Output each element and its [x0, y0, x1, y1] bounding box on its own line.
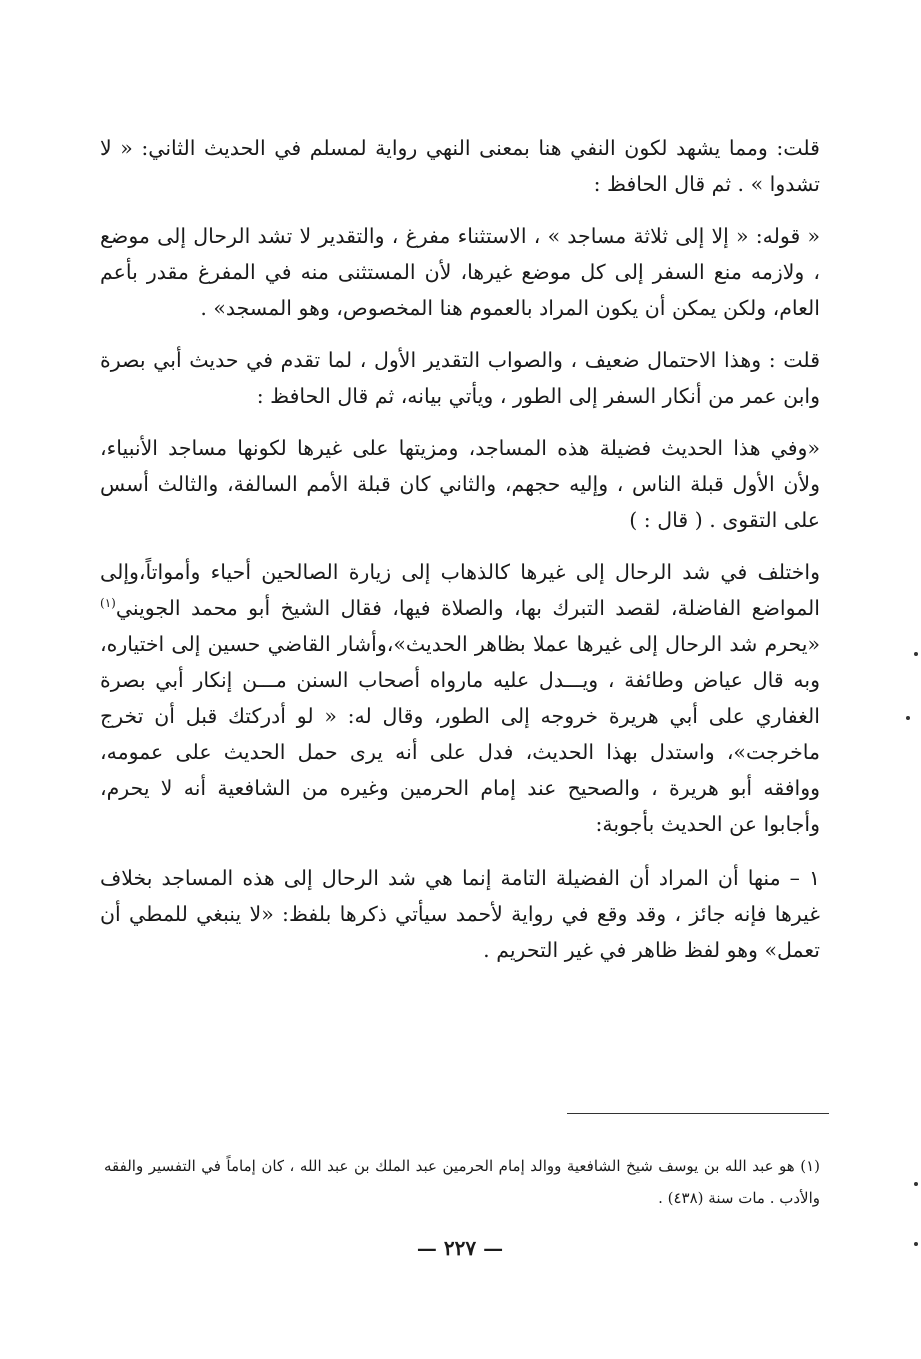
paragraph-5-continuation: «يحرم شد الرحال إلى غيرها عملا بظاهر الحديث»،وأشار القاضي حسين إلى اختياره، وبه قال عياض وطائفة ، ويـــدل عليه مارواه أصحاب السنن مـــن إنكار أبي بصرة الغفاري على أبي هريرة خروجه إلى الطور، وقال له: « لو أدركتك قبل أن تخرج ماخرجت»، واستدل بهذا الحديث، فدل على أنه يرى حمل الحديث على عمومه، ووافقه أبو هريرة ، والصحيح عند إمام الحرمين وغيره من الشافعية أنه لا يحرم، وأجابوا عن الحديث بأجوبة: — [100, 632, 820, 836]
margin-dot — [914, 652, 918, 656]
paragraph-1: قلت: ومما يشهد لكون النفي هنا بمعنى النهي رواية لمسلم في الحديث الثاني: « لا تشدوا » . ثم قال الحافظ : — [100, 136, 820, 196]
paragraph-3: قلت : وهذا الاحتمال ضعيف ، والصواب التقدير الأول ، لما تقدم في حديث أبي بصرة وابن عمر من أنكار السفر إلى الطور ، ويأتي بيانه، ثم قال الحافظ : — [100, 348, 820, 408]
footnote-divider — [567, 1113, 829, 1114]
paragraph-6: ١ – منها أن المراد أن الفضيلة التامة إنما هي شد الرحال إلى هذه المساجد بخلاف غيرها فإنه جائز ، وقد وقع في رواية لأحمد سيأتي ذكرها بلفظ: «لا ينبغي للمطي أن تعمل» وهو لفظ ظاهر في غير التحريم . — [100, 866, 820, 962]
margin-dot — [906, 716, 910, 720]
page-number: — ٢٢٧ — — [416, 1236, 504, 1260]
footnote: (١) هو عبد الله بن يوسف شيخ الشافعية ووالد إمام الحرمين عبد الملك بن عبد الله ، كان إماماً في التفسير والفقه والأدب . مات سنة (٤٣٨) . — [104, 1157, 820, 1207]
page-body — [100, 130, 820, 968]
paragraph-4: «وفي هذا الحديث فضيلة هذه المساجد، ومزيتها على غيرها لكونها مساجد الأنبياء، ولأن الأول قبلة الناس ، وإليه حجهم، والثاني كان قبلة الأمم السالفة، والثالث أسس على التقوى . ( قال : ) — [100, 436, 820, 532]
margin-dot — [914, 1242, 918, 1246]
paragraph-5 — [100, 554, 820, 842]
margin-dot — [914, 1182, 918, 1186]
footnote-reference: (١) — [100, 596, 116, 611]
paragraph-5-text: واختلف في شد الرحال إلى غيرها كالذهاب إلى زيارة الصالحين أحياء وأمواتاً،وإلى المواضع الفاضلة، لقصد التبرك بها، والصلاة فيها، فقال الشيخ أبو محمد الجويني — [100, 560, 820, 620]
paragraph-2: « قوله: « إلا إلى ثلاثة مساجد » ، الاستثناء مفرغ ، والتقدير لا تشد الرحال إلى موضع ، ولازمه منع السفر إلى كل موضع غيرها، لأن المستثنى منه في المفرغ مقدر بأعم العام، ولكن يمكن أن يكون المراد بالعموم هنا المخصوص، وهو المسجد» . — [100, 224, 820, 320]
